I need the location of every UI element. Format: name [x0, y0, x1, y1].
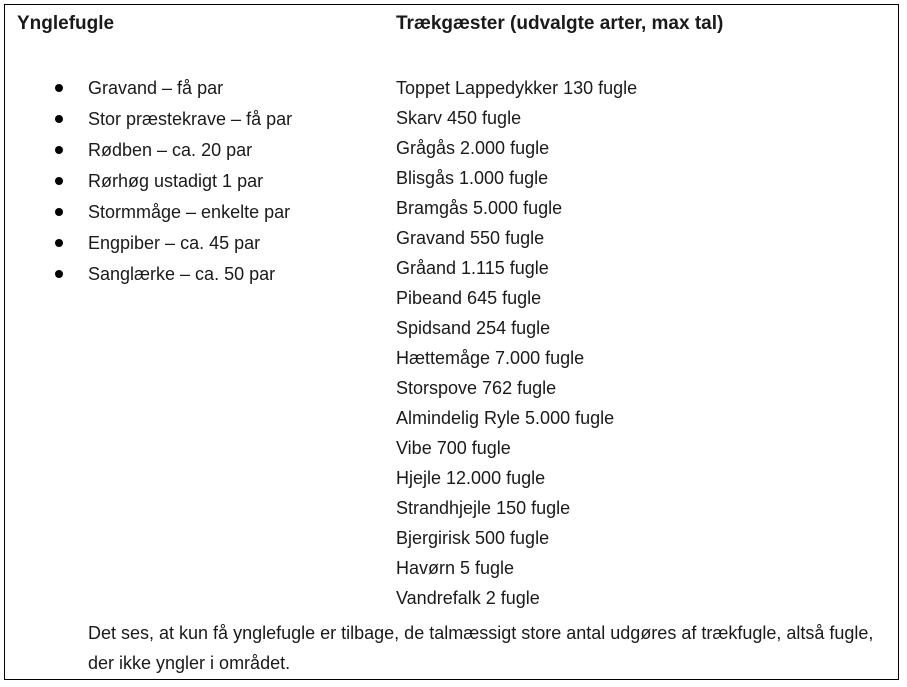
migratory-birds-heading: Trækgæster (udvalgte arter, max tal) [396, 13, 724, 34]
summary-note: Det ses, at kun få ynglefugle er tilbage, de talmæssigt store antal udgøres af trækfugle, altså fugle, der ikke yngler i området. [88, 623, 874, 673]
bullet-icon [55, 115, 63, 123]
bullet-icon [55, 270, 63, 278]
migratory-bird-item: Spidsand 254 fugle [396, 318, 551, 338]
bullet-icon [55, 146, 63, 154]
breeding-bird-text: Rødben – ca. 20 par [88, 140, 253, 160]
migratory-bird-item: Grågås 2.000 fugle [396, 138, 550, 158]
bullet-icon [55, 177, 63, 185]
migratory-bird-item: Hjejle 12.000 fugle [396, 468, 546, 488]
bullet-icon [55, 239, 63, 247]
breeding-bird-item [50, 168, 292, 199]
migratory-bird-item: Blisgås 1.000 fugle [396, 168, 549, 188]
breeding-bird-text: Stormmåge – enkelte par [88, 202, 291, 222]
breeding-bird-item [50, 261, 292, 292]
migratory-bird-item: Pibeand 645 fugle [396, 288, 542, 308]
breeding-bird-item [50, 199, 292, 230]
migratory-bird-item: Gravand 550 fugle [396, 228, 545, 248]
breeding-bird-text: Stor præstekrave – få par [88, 109, 293, 129]
migratory-bird-item: Vibe 700 fugle [396, 438, 511, 458]
migratory-bird-item: Skarv 450 fugle [396, 108, 522, 128]
migratory-bird-item: Storspove 762 fugle [396, 378, 557, 398]
migratory-bird-item: Toppet Lappedykker 130 fugle [396, 78, 638, 98]
breeding-bird-item [50, 230, 292, 261]
breeding-bird-text: Gravand – få par [88, 78, 224, 98]
breeding-bird-text: Sanglærke – ca. 50 par [88, 264, 276, 284]
migratory-bird-item: Havørn 5 fugle [396, 558, 515, 578]
migratory-bird-item: Hættemåge 7.000 fugle [396, 348, 585, 368]
breeding-bird-item [50, 106, 292, 137]
migratory-bird-item: Strandhjejle 150 fugle [396, 498, 571, 518]
breeding-birds-list [50, 75, 292, 292]
breeding-bird-text: Rørhøg ustadigt 1 par [88, 171, 264, 191]
migratory-bird-item: Bjergirisk 500 fugle [396, 528, 550, 548]
migratory-bird-item: Gråand 1.115 fugle [396, 258, 549, 278]
migratory-bird-item: Almindelig Ryle 5.000 fugle [396, 408, 615, 428]
breeding-bird-item [50, 75, 292, 106]
migratory-bird-item: Vandrefalk 2 fugle [396, 588, 540, 608]
bullet-icon [55, 208, 63, 216]
migratory-bird-item: Bramgås 5.000 fugle [396, 198, 563, 218]
breeding-birds-heading: Ynglefugle [17, 13, 115, 34]
breeding-bird-text: Engpiber – ca. 45 par [88, 233, 261, 253]
breeding-bird-item [50, 137, 292, 168]
migratory-birds-list [396, 75, 637, 615]
bullet-icon [55, 84, 63, 92]
